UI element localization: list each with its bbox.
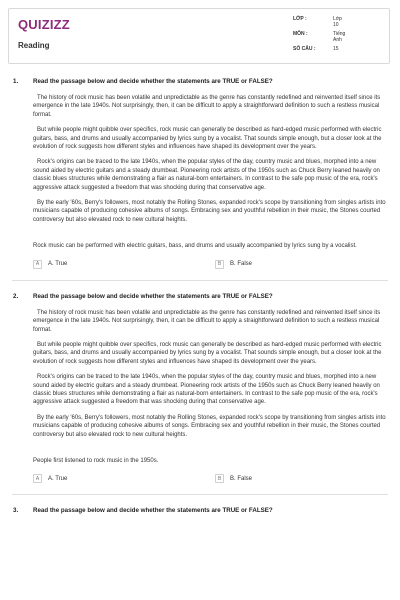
meta-key: SỐ CÂU : <box>293 46 316 52</box>
meta-value: Lớp 10 <box>333 16 342 28</box>
choice-label[interactable]: A. True <box>48 261 68 268</box>
question-number: 3. <box>13 507 19 515</box>
answer-choices <box>0 260 400 274</box>
question-prompt: Read the passage below and decide whether the statements are TRUE or FALSE? <box>33 292 273 300</box>
passage-paragraph: Rock's origins can be traced to the late 1940s, when the popular styles of the day, country music and blues, morphed into a new sound aided by electric guitars and a steady drumbeat. Pioneering rock artists of the 1950s such as Chuck Berry leaned heavily on classic blues structures while demonstrating a flair as natural-born entertainers. In contrast to the safe pop music of the era, rock's aggressive attack suggested a freedom that was shocking during that conservative age. <box>33 374 380 406</box>
question-list <box>0 78 400 523</box>
question-1 <box>0 78 400 274</box>
question-statement: People first listened to rock music in the 1950s. <box>33 457 159 464</box>
question-number: 2. <box>13 292 19 300</box>
question-prompt: Read the passage below and decide whether the statements are TRUE or FALSE? <box>33 78 273 85</box>
passage-paragraph: The history of rock music has been volatile and unpredictable as the genre has constantly redefined and reinvented itself since its emergence in the late 1940s. Not surprisingly, then, it can be difficult to apply a straightforward definition to such a restless musical format. <box>33 309 381 333</box>
question-prompt: Read the passage below and decide whether the statements are TRUE or FALSE? <box>33 507 273 515</box>
choice-label[interactable]: B. False <box>230 261 253 268</box>
question-statement: Rock music can be performed with electric guitars, bass, and drums and usually accompanied by lyrics sung by a vocalist. <box>33 243 357 250</box>
meta-value: 15 <box>333 46 339 52</box>
passage-paragraph: The history of rock music has been volatile and unpredictable as the genre has constantly redefined and reinvented itself since its emergence in the late 1940s. Not surprisingly, then, it can be difficult to apply a straightforward definition to such a restless musical format. <box>33 95 381 118</box>
choice-letter-box[interactable]: A <box>33 474 42 483</box>
page-title: Reading <box>18 41 50 50</box>
question-number: 1. <box>13 78 19 85</box>
choice-false[interactable] <box>215 474 252 483</box>
meta-key: MÔN : <box>293 31 308 37</box>
passage-paragraph: But while people might quibble over specifics, rock music can generally be described as hard-edged music performed with electric guitars, bass, and drums and usually accompanied by lyrics sung by a vocalist. That sounds simple enough, but a closer look at the evolution of rock suggests how different styles and influences have shaped its development over the years. <box>33 127 382 151</box>
passage-paragraph: Rock's origins can be traced to the late 1940s, when the popular styles of the day, country music and blues, morphed into a new sound aided by electric guitars and a steady drumbeat. Pioneering rock artists of the 1950s such as Chuck Berry leaned heavily on classic blues structures while demonstrating a flair as natural-born entertainers. In contrast to the safe pop music of the era, rock's aggressive attack suggested a freedom that was shocking during that conservative age. <box>33 159 380 191</box>
question-divider <box>12 494 388 495</box>
question-2 <box>0 293 400 489</box>
quiz-header <box>8 8 390 64</box>
choice-false[interactable] <box>215 260 252 269</box>
choice-letter-box[interactable]: B <box>215 260 224 269</box>
choice-label[interactable]: B. False <box>230 475 253 482</box>
passage-paragraph: By the early '60s, Berry's followers, most notably the Rolling Stones, expanded rock's scope by transitioning from singles artists into musicians capable of producing cohesive albums of songs. Embracing sex and youthful rebellion in their music, the Stones courted controversy but also elevated rock to new cultural heights. <box>33 414 386 438</box>
answer-choices <box>0 474 400 488</box>
choice-letter-box[interactable]: A <box>33 260 42 269</box>
choice-true[interactable] <box>33 260 67 269</box>
choice-true[interactable] <box>33 474 67 483</box>
question-3 <box>0 507 400 514</box>
quizizz-logo: QUIZIZZ <box>18 17 70 32</box>
passage-paragraph: By the early '60s, Berry's followers, most notably the Rolling Stones, expanded rock's scope by transitioning from singles artists into musicians capable of producing cohesive albums of songs. Embracing sex and youthful rebellion in their music, the Stones courted controversy but also elevated rock to new cultural heights. <box>33 200 386 223</box>
question-divider <box>12 280 388 281</box>
choice-letter-box[interactable]: B <box>215 474 224 483</box>
meta-value: Tiếng Anh <box>333 31 346 43</box>
meta-key: LỚP : <box>293 16 307 22</box>
choice-label[interactable]: A. True <box>48 475 68 482</box>
passage-paragraph: But while people might quibble over specifics, rock music can generally be described as hard-edged music performed with electric guitars, bass, and drums and usually accompanied by lyrics sung by a vocalist. That sounds simple enough, but a closer look at the evolution of rock suggests how different styles and influences have shaped its development over the years. <box>33 341 382 365</box>
